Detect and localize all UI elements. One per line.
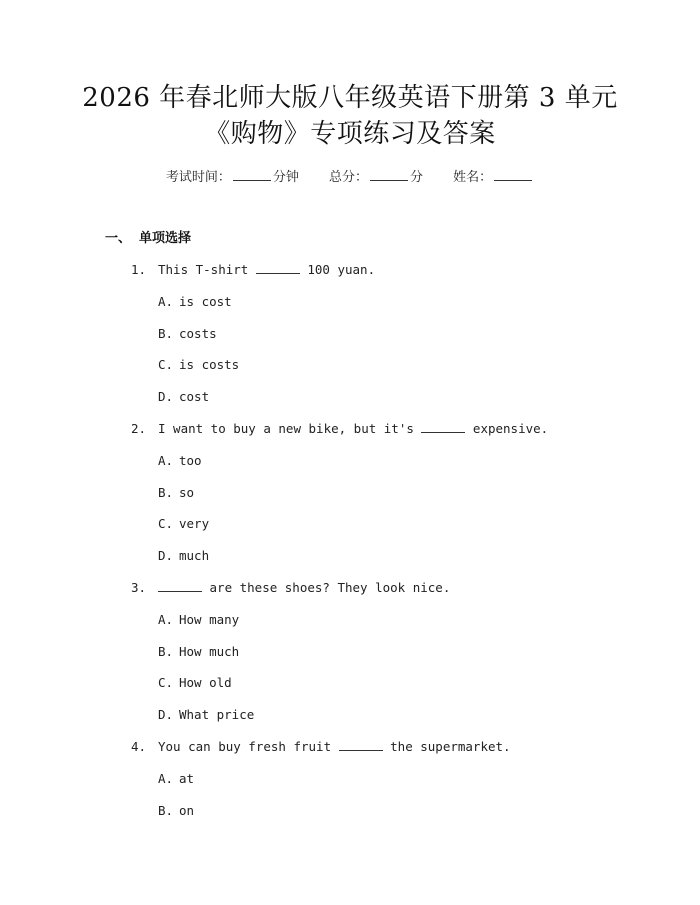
option-text: too <box>179 452 202 468</box>
question-text-before: You can buy fresh fruit <box>158 739 339 754</box>
answer-blank <box>158 579 202 592</box>
option-label: B. <box>158 643 174 659</box>
student-name-label: 姓名： <box>453 170 493 185</box>
option-label: D. <box>158 707 174 723</box>
question-text-before: This T-shirt <box>158 262 256 277</box>
option-text: is cost <box>179 293 232 309</box>
question-text-after: are these shoes? They look nice. <box>202 580 451 595</box>
question-text-after: expensive. <box>465 421 549 436</box>
question-text-after: the supermarket. <box>382 739 511 754</box>
option-label: A. <box>158 452 174 468</box>
option-text: What price <box>179 707 255 723</box>
question-number: 1. <box>131 262 147 277</box>
student-name-blank <box>494 168 532 181</box>
question-text <box>158 738 511 756</box>
question-number: 2. <box>131 421 147 436</box>
option-text: so <box>179 484 195 500</box>
exam-time-field <box>166 168 299 187</box>
total-score-unit: 分 <box>410 170 424 185</box>
option-text: cost <box>179 389 210 405</box>
option-label: A. <box>158 293 174 309</box>
option-label: C. <box>158 516 174 532</box>
exam-time-label: 考试时间： <box>165 170 231 185</box>
question-text-before: I want to buy a new bike, but it's <box>158 421 422 436</box>
question-number: 4. <box>131 739 147 754</box>
page-title-line-1: 2026 年春北师大版八年级英语下册第 3 单元 <box>82 83 618 113</box>
answer-blank <box>256 261 300 274</box>
option-label: B. <box>158 325 174 341</box>
question-text <box>158 420 548 438</box>
total-score-blank <box>370 168 408 181</box>
option-text: much <box>179 548 210 564</box>
option-text: How old <box>179 675 232 691</box>
option-label: B. <box>158 484 174 500</box>
option-text: How many <box>179 611 240 627</box>
option-label: D. <box>158 548 174 564</box>
exam-time-unit: 分钟 <box>272 170 299 185</box>
option-text: is costs <box>179 357 240 373</box>
total-score-field <box>329 168 423 187</box>
option-text: very <box>179 516 210 532</box>
page-title-line-2: 《购物》专项练习及答案 <box>204 119 496 149</box>
option-label: C. <box>158 357 174 373</box>
section-number: 一、 <box>105 231 132 246</box>
question-text-after: 100 yuan. <box>299 262 376 277</box>
section-heading <box>105 230 191 248</box>
option-text: How much <box>179 643 240 659</box>
option-label: A. <box>158 770 174 786</box>
question-text <box>158 261 375 279</box>
section-title: 单项选择 <box>139 231 192 246</box>
option-text: costs <box>179 325 217 341</box>
option-label: D. <box>158 389 174 405</box>
question-text <box>158 579 450 597</box>
option-text: on <box>179 802 195 818</box>
exam-info-line <box>0 168 700 187</box>
question-number: 3. <box>131 580 147 595</box>
option-text: at <box>179 770 195 786</box>
student-name-field <box>453 168 534 187</box>
option-label: B. <box>158 802 174 818</box>
option-label: C. <box>158 675 174 691</box>
total-score-label: 总分： <box>328 170 368 185</box>
exam-time-blank <box>233 168 271 181</box>
answer-blank <box>339 738 383 751</box>
option-label: A. <box>158 611 174 627</box>
answer-blank <box>421 420 465 433</box>
